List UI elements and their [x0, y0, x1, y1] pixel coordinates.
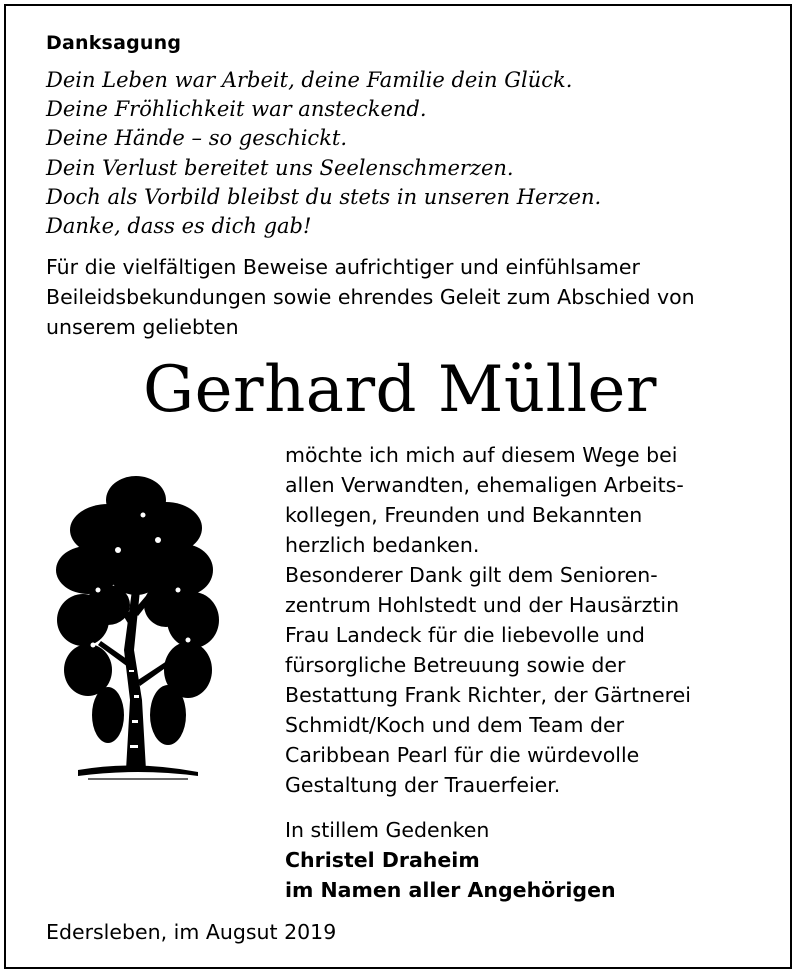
birch-tree-icon	[48, 470, 223, 790]
poem-line: Dein Leben war Arbeit, deine Familie dein Glück.	[46, 68, 573, 92]
intro-line: unserem geliebten	[46, 315, 239, 339]
thanks-line: zentrum Hohlstedt und der Hausärztin	[285, 593, 680, 617]
poem-line: Deine Fröhlichkeit war ansteckend.	[46, 97, 427, 122]
signer-note: im Namen aller Angehörigen	[285, 878, 616, 902]
place-date: Edersleben, im Augsut 2019	[46, 920, 337, 944]
notice-heading: Danksagung	[46, 32, 182, 54]
thanks-line: kollegen, Freunden und Bekannten	[285, 503, 643, 527]
thanks-line: fürsorgliche Betreuung sowie der	[285, 653, 626, 677]
poem-line: Dein Verlust bereitet uns Seelenschmerzen.	[46, 155, 514, 180]
intro-text	[46, 252, 766, 342]
poem	[46, 66, 766, 241]
poem-line: Doch als Vorbild bleibst du stets in unseren Herzen.	[46, 184, 602, 209]
thanks-line: Bestattung Frank Richter, der Gärtnerei	[285, 683, 691, 707]
thanks-line: allen Verwandten, ehemaligen Arbeits-	[285, 473, 684, 497]
thanks-text	[285, 440, 725, 800]
thanks-line: Caribbean Pearl für die würdevolle	[285, 743, 640, 767]
thanks-line: Frau Landeck für die liebevolle und	[285, 623, 645, 647]
closing-block	[285, 815, 725, 905]
closing-line: In stillem Gedenken	[285, 818, 490, 842]
thanks-line: Gestaltung der Trauerfeier.	[285, 773, 561, 797]
signer-name: Christel Draheim	[285, 848, 480, 872]
deceased-name: Gerhard Müller	[142, 353, 658, 427]
intro-line: Beileidsbekundungen sowie ehrendes Geleit zum Abschied von	[46, 285, 695, 309]
thanks-line: möchte ich mich auf diesem Wege bei	[285, 443, 678, 467]
intro-line: Für die vielfältigen Beweise aufrichtiger und einfühlsamer	[46, 255, 640, 279]
poem-line: Deine Hände – so geschickt.	[46, 126, 348, 151]
poem-line: Danke, dass es dich gab!	[46, 214, 312, 239]
thanks-line: herzlich bedanken.	[285, 533, 480, 557]
thanks-line: Schmidt/Koch und dem Team der	[285, 713, 625, 737]
thanks-line: Besonderer Dank gilt dem Senioren-	[285, 563, 658, 587]
